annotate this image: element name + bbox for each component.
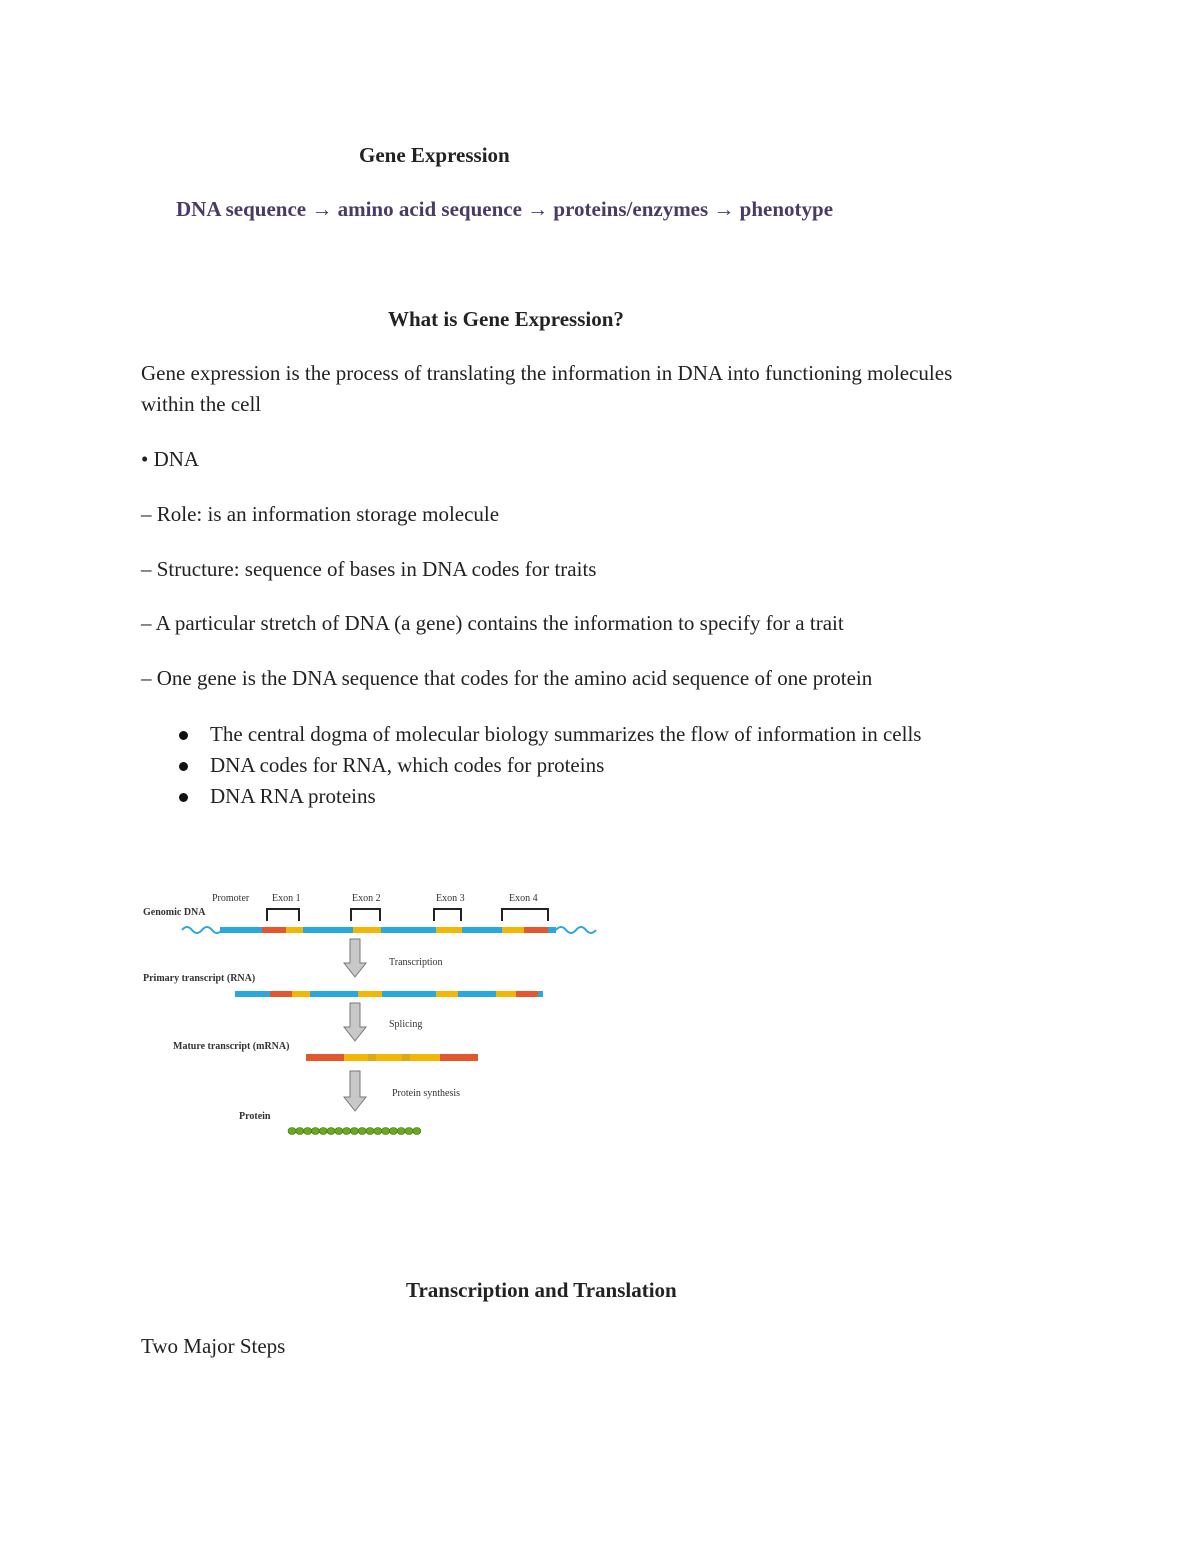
- mature-transcript-bar: [306, 1054, 478, 1061]
- bullet-dot-icon: [179, 793, 188, 802]
- down-arrow-icon: [344, 1071, 366, 1111]
- genomic-dna-label: Genomic DNA: [143, 907, 206, 918]
- protein-synthesis-label: Protein synthesis: [392, 1088, 461, 1099]
- exon4-label: Exon 4: [509, 893, 538, 904]
- promoter-label: Promoter: [212, 893, 250, 904]
- dash-item-role: – Role: is an information storage molecule: [141, 502, 500, 526]
- protein-bead: [319, 1128, 327, 1135]
- protein-label: Protein: [239, 1111, 271, 1122]
- transcription-label: Transcription: [389, 957, 443, 968]
- bullet-list: [176, 719, 921, 812]
- list-item: [176, 781, 921, 812]
- page-title: Gene Expression: [359, 143, 510, 167]
- primary-transcript-bar: [235, 991, 543, 997]
- splicing-label: Splicing: [389, 1019, 423, 1030]
- exon2-label: Exon 2: [352, 893, 381, 904]
- list-item-text: The central dogma of molecular biology summarizes the flow of information in cells: [210, 722, 922, 746]
- dna-right-coil-icon: [556, 927, 596, 933]
- list-item: [176, 719, 921, 750]
- dash-item-stretch: – A particular stretch of DNA (a gene) contains the information to specify for a trait: [141, 611, 844, 635]
- section-heading-what-is: What is Gene Expression?: [388, 307, 624, 331]
- protein-bead: [397, 1128, 405, 1135]
- protein-bead: [327, 1128, 335, 1135]
- protein-bead: [288, 1128, 296, 1135]
- list-item-text: DNA codes for RNA, which codes for proteins: [210, 753, 605, 777]
- definition-line-2: within the cell: [141, 392, 262, 416]
- protein-bead: [350, 1128, 358, 1135]
- down-arrow-icon: [344, 939, 366, 977]
- list-item: [176, 750, 921, 781]
- protein-bead: [405, 1128, 413, 1135]
- primary-transcript-label: Primary transcript (RNA): [143, 973, 256, 984]
- exon1-bracket: [267, 909, 299, 921]
- dash-item-structure: – Structure: sequence of bases in DNA codes for traits: [141, 557, 597, 581]
- protein-bead: [374, 1128, 382, 1135]
- protein-bead: [382, 1128, 390, 1135]
- mature-transcript-label: Mature transcript (mRNA): [173, 1041, 290, 1052]
- exon3-bracket: [434, 909, 461, 921]
- gene-expression-diagram: [140, 885, 610, 1145]
- exon4-bracket: [502, 909, 548, 921]
- bullet-dot-icon: [179, 762, 188, 771]
- protein-bead: [296, 1128, 304, 1135]
- protein-bead: [366, 1128, 374, 1135]
- two-major-steps: Two Major Steps: [141, 1334, 286, 1358]
- dash-item-one-gene: – One gene is the DNA sequence that codes for the amino acid sequence of one protein: [141, 666, 873, 690]
- dna-bullet: • DNA: [141, 447, 200, 471]
- dna-left-coil-icon: [182, 927, 222, 933]
- definition-line-1: Gene expression is the process of translating the information in DNA into functioning molecules: [141, 361, 953, 385]
- protein-bead: [413, 1128, 421, 1135]
- exon3-label: Exon 3: [436, 893, 465, 904]
- protein-bead: [335, 1128, 343, 1135]
- exon1-label: Exon 1: [272, 893, 301, 904]
- down-arrow-icon: [344, 1003, 366, 1041]
- section-heading-transcription: Transcription and Translation: [406, 1278, 677, 1302]
- list-item-text: DNA RNA proteins: [210, 784, 376, 808]
- protein-bead: [304, 1128, 312, 1135]
- protein-bead: [343, 1128, 351, 1135]
- flow-summary: DNA sequence → amino acid sequence → proteins/enzymes → phenotype: [176, 197, 834, 221]
- protein-chain: [288, 1128, 421, 1135]
- genomic-dna-bar: [220, 927, 556, 933]
- bullet-dot-icon: [179, 731, 188, 740]
- protein-bead: [311, 1128, 319, 1135]
- exon2-bracket: [351, 909, 380, 921]
- protein-bead: [358, 1128, 366, 1135]
- protein-bead: [389, 1128, 397, 1135]
